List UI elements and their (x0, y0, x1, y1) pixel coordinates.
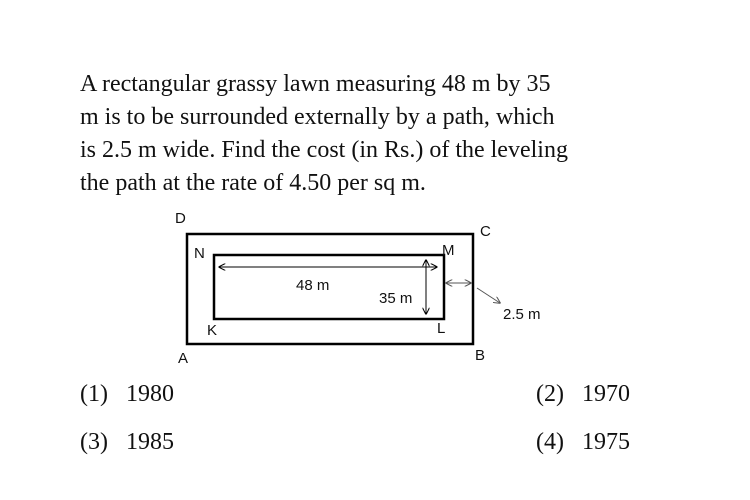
corner-label-n: N (194, 245, 205, 262)
option-4-value: 1975 (582, 429, 630, 455)
option-2-value: 1970 (582, 381, 630, 407)
question-line-2: m is to be surrounded externally by a path, which (80, 104, 555, 130)
option-2[interactable] (536, 381, 630, 408)
corner-label-l: L (437, 320, 446, 337)
outer-rectangle-abcd (187, 234, 473, 344)
option-1-value: 1980 (126, 381, 174, 407)
option-1-number: (1) (80, 381, 108, 407)
width-label: 35 m (379, 290, 413, 307)
option-4-number: (4) (536, 429, 564, 455)
option-3-value: 1985 (126, 429, 174, 455)
corner-label-d: D (175, 210, 186, 227)
question-line-1: A rectangular grassy lawn measuring 48 m by 35 (80, 71, 551, 97)
option-3-number: (3) (80, 429, 108, 455)
option-4[interactable] (536, 429, 630, 456)
corner-label-b: B (475, 347, 486, 364)
option-2-number: (2) (536, 381, 564, 407)
corner-label-k: K (207, 322, 218, 339)
option-1[interactable] (80, 381, 174, 408)
corner-label-a: A (178, 350, 189, 367)
path-width-pointer (477, 288, 500, 303)
corner-label-m: M (442, 242, 455, 259)
path-width-label: 2.5 m (503, 306, 541, 323)
length-label: 48 m (296, 277, 330, 294)
corner-label-c: C (480, 223, 491, 240)
question-line-4: the path at the rate of 4.50 per sq m. (80, 170, 426, 196)
question-line-3: is 2.5 m wide. Find the cost (in Rs.) of the leveling (80, 137, 568, 163)
option-3[interactable] (80, 429, 174, 456)
